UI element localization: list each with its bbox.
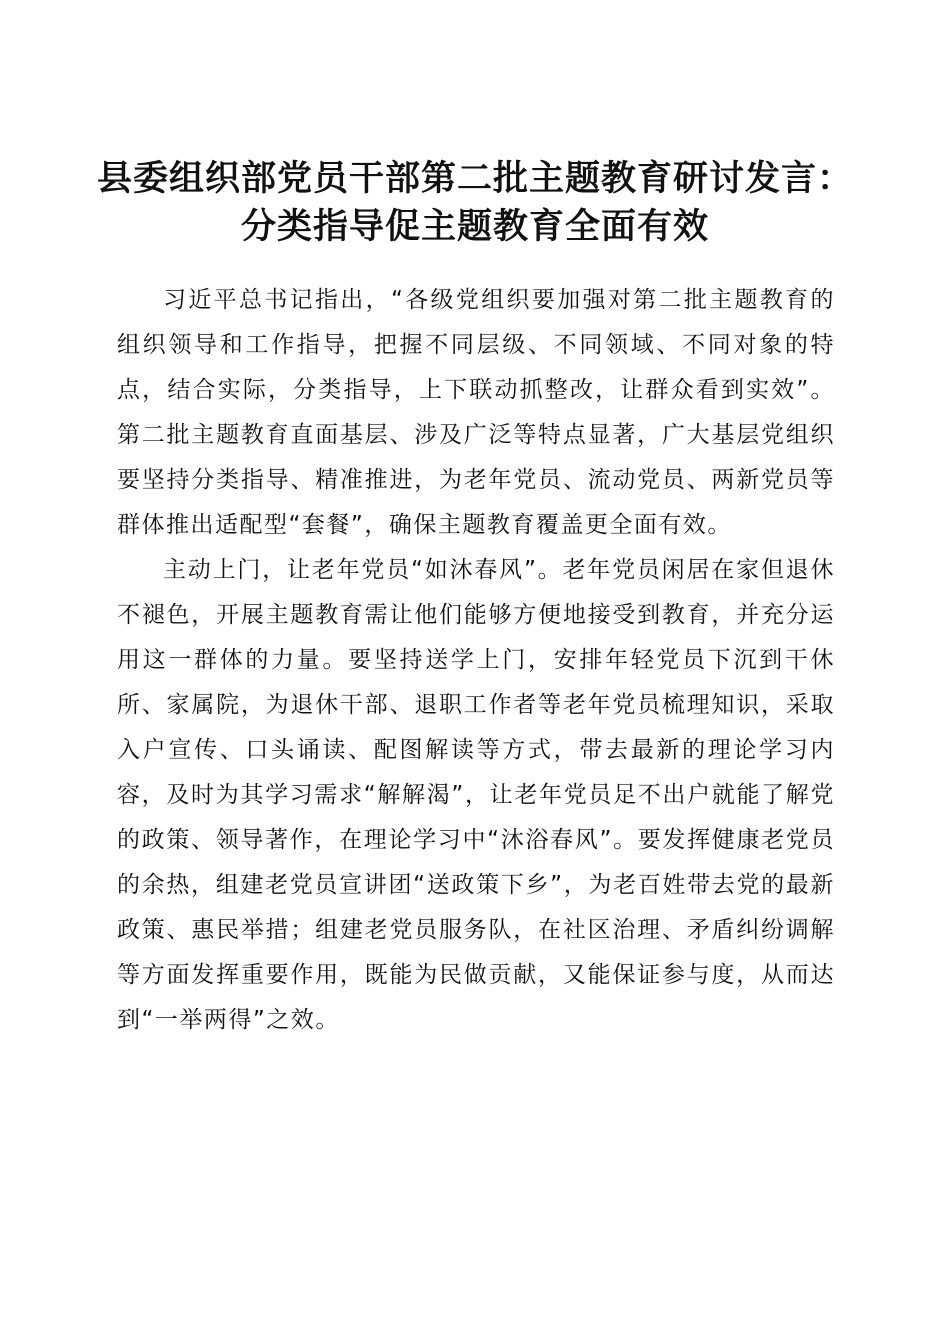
paragraph-intro: 习近平总书记指出，“各级党组织要加强对第二批主题教育的组织领导和工作指导，把握不同层级、不同领域、不同对象的特点，结合实际，分类指导，上下联动抓整改，让群众看到实效”。第二批主题教育直面基层、涉及广泛等特点显著，广大基层党组织要坚持分类指导、精准推进，为老年党员、流动党员、两新党员等群体推出适配型“套餐”，确保主题教育覆盖更全面有效。 bbox=[117, 287, 835, 538]
title-line-2: 分类指导促主题教育全面有效 bbox=[240, 206, 709, 248]
document-title bbox=[60, 155, 890, 251]
document-body bbox=[117, 278, 835, 1043]
paragraph-elderly-members: 主动上门，让老年党员“如沐春风”。老年党员闲居在家但退休不褪色，开展主题教育需让他们能够方便地接受到教育，并充分运用这一群体的力量。要坚持送学上门，安排年轻党员下沉到干休所、家属院，为退休干部、退职工作者等老年党员梳理知识，采取入户宣传、口头诵读、配图解读等方式，带去最新的理论学习内容，及时为其学习需求“解解渴”，让老年党员足不出户就能了解党的政策、领导著作，在理论学习中“沐浴春风”。要发挥健康老党员的余热，组建老党员宣讲团“送政策下乡”，为老百姓带去党的最新政策、惠民举措；组建老党员服务队，在社区治理、矛盾纠纷调解等方面发挥重要作用，既能为民做贡献，又能保证参与度，从而达到“一举两得”之效。 bbox=[117, 557, 835, 1033]
title-line-1: 县委组织部党员干部第二批主题教育研讨发言： bbox=[96, 158, 853, 200]
